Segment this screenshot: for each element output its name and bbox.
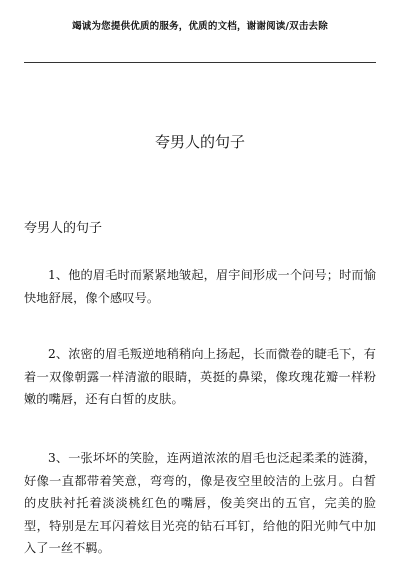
paragraph-2 bbox=[24, 343, 376, 411]
header-divider bbox=[24, 62, 376, 63]
paragraph-2-text: 2、浓密的眉毛叛逆地稍稍向上扬起，长而微卷的睫毛下，有着一双像朝露一样清澈的眼睛，英挺的鼻梁，像玫瑰花瓣一样粉嫩的嘴唇，还有白皙的皮肤。 bbox=[24, 347, 376, 406]
paragraph-3-text: 3、一张坏坏的笑脸，连两道浓浓的眉毛也泛起柔柔的涟漪，好像一直都带着笑意，弯弯的，像是夜空里皎洁的上弦月。白皙的皮肤衬托着淡淡桃红色的嘴唇，俊美突出的五官，完美的脸型，特别是左耳闪着炫目光亮的钻石耳钉，给他的阳光帅气中加入了一丝不羁。 bbox=[24, 451, 376, 555]
section-heading: 夸男人的句子 bbox=[24, 221, 103, 236]
paragraph-1-text: 1、他的眉毛时而紧紧地皱起，眉宇间形成一个问号；时而愉快地舒展，像个感叹号。 bbox=[24, 268, 376, 305]
paragraph-1 bbox=[24, 264, 376, 309]
header-note: 竭诚为您提供优质的服务，优质的文档，谢谢阅读/双击去除 bbox=[72, 21, 328, 32]
document-title: 夸男人的句子 bbox=[154, 133, 245, 151]
paragraph-3 bbox=[24, 447, 376, 560]
